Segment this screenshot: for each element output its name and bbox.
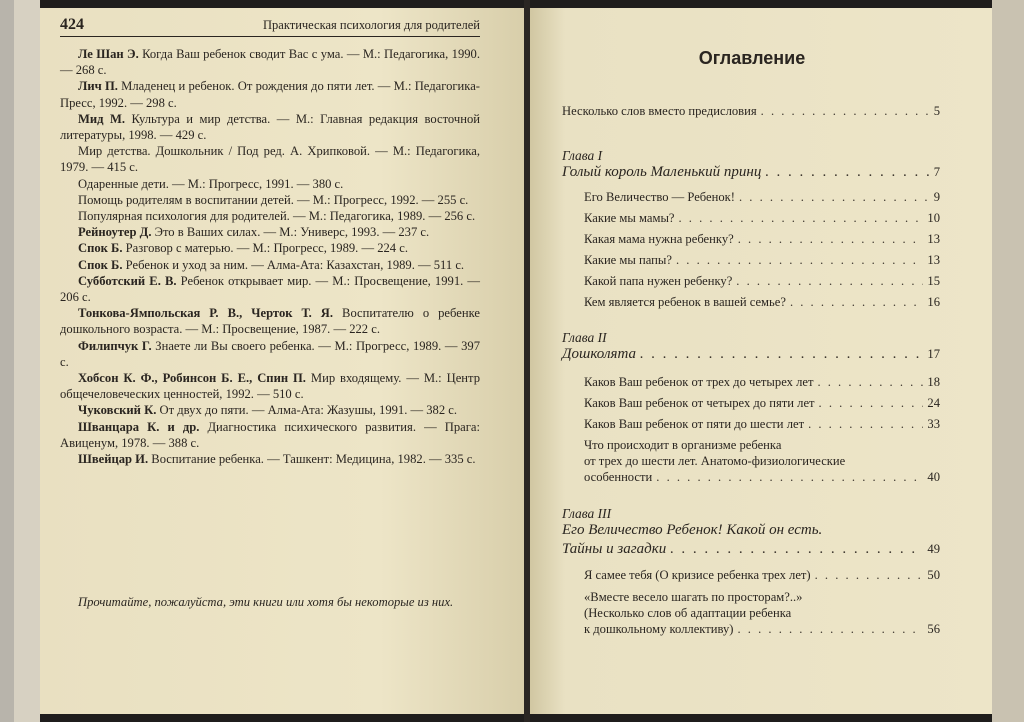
chapter-label: Глава III xyxy=(562,506,612,521)
entry-text: Когда Ваш ребенок сводит Вас с ума. — М.: Педагогика, 1990. — 268 с. xyxy=(60,47,480,78)
toc-leader xyxy=(817,375,923,390)
toc-entry[interactable] xyxy=(584,470,940,485)
toc-leader xyxy=(815,568,924,583)
page-number: 424 xyxy=(60,16,84,33)
toc-entry[interactable] xyxy=(584,253,940,268)
toc-entry[interactable] xyxy=(584,232,940,247)
toc-entry-label: Кем является ребенок в вашей семье? xyxy=(584,295,786,309)
toc-entry[interactable] xyxy=(584,211,940,226)
toc-entry-label: от трех до шести лет. Анатомо-физиологические xyxy=(584,454,846,468)
toc-entry-label: Какие мы мамы? xyxy=(584,211,675,225)
toc-leader xyxy=(640,346,923,363)
toc-entry-label: Какая мама нужна ребенку? xyxy=(584,232,734,246)
toc-entry[interactable] xyxy=(584,622,940,637)
toc-entry-label: «Вместе весело шагать по просторам?..» xyxy=(584,590,803,604)
entry-author: Швейцар И. xyxy=(78,452,149,467)
toc-entry[interactable] xyxy=(584,568,940,583)
toc-leader xyxy=(656,470,923,485)
chapter-title: Голый король Маленький принц xyxy=(562,164,762,180)
entry-text: Знаете ли Вы своего ребенка. — М.: Прогресс, 1989. — 397 с. xyxy=(60,338,481,369)
book-edge-left xyxy=(0,0,40,722)
toc-leader xyxy=(676,253,923,268)
entry-author: Шванцара К. и др. xyxy=(78,419,200,434)
toc-entry-label: Я самее тебя (О кризисе ребенка трех лет) xyxy=(584,568,811,582)
toc-leader xyxy=(790,295,923,310)
toc-entry[interactable] xyxy=(584,295,940,310)
entry-text: Популярная психология для родителей. — М.: Педагогика, 1989. — 256 с. xyxy=(78,209,476,224)
entry-text: Воспитателю о ребенке дошкольного возраста. — М.: Просвещение, 1987. — 222 с. xyxy=(60,306,480,337)
entry-text: Это в Ваших силах. — М.: Универс, 1993. — 237 с. xyxy=(151,225,430,240)
toc-page-number: 10 xyxy=(927,211,940,225)
bibliography-entry xyxy=(60,46,480,78)
bibliography-entry xyxy=(60,257,480,273)
bibliography-list xyxy=(60,46,480,467)
toc-entry-label: Его Величество — Ребенок! xyxy=(584,190,735,204)
book-edge-right xyxy=(992,0,1024,722)
closing-note: Прочитайте, пожалуйста, эти книги или хотя бы некоторые из них. xyxy=(78,595,454,609)
bibliography-entry xyxy=(60,111,480,143)
bibliography-entry xyxy=(60,143,480,175)
bibliography-entry xyxy=(60,273,480,305)
bibliography-entry xyxy=(60,451,480,467)
toc-page-number: 50 xyxy=(927,568,940,582)
toc-page-number: 13 xyxy=(927,253,940,267)
bibliography-entry xyxy=(60,240,480,256)
entry-author: Спок Б. xyxy=(78,257,123,272)
entry-text: Одаренные дети. — М.: Прогресс, 1991. — 380 с. xyxy=(78,176,344,191)
toc-leader xyxy=(808,417,923,432)
toc-chapter-1[interactable] xyxy=(562,164,940,181)
toc-chapter-2[interactable] xyxy=(562,346,940,363)
toc-page-number: 13 xyxy=(927,232,940,246)
toc-leader xyxy=(819,396,924,411)
entry-author: Рейноутер Д. xyxy=(78,225,152,240)
toc-page-number: 5 xyxy=(933,104,940,118)
toc-page-number: 49 xyxy=(927,542,940,556)
toc-leader xyxy=(738,232,924,247)
entry-author: Хобсон К. Ф., Робинсон Б. Е., Спин П. xyxy=(78,371,306,386)
entry-text: Культура и мир детства. — М.: Главная редакция восточной литературы, 1998. — 429 с. xyxy=(60,111,480,143)
toc-entry-label: Что происходит в организме ребенка xyxy=(584,438,782,452)
toc-entry-label: (Несколько слов об адаптации ребенка xyxy=(584,606,792,620)
entry-text: Младенец и ребенок. От рождения до пяти лет. — М.: Педагогика-Пресс, 1992. — 298 с. xyxy=(60,79,480,110)
entry-author: Чуковский К. xyxy=(78,403,157,418)
toc-leader xyxy=(739,190,930,205)
toc-page-number: 18 xyxy=(927,375,940,389)
entry-text: Ребенок открывает мир. — М.: Просвещение, 1991. — 206 с. xyxy=(60,273,480,305)
entry-author: Тонкова-Ямпольская Р. В., Черток Т. Я. xyxy=(78,306,334,321)
toc-entry[interactable] xyxy=(584,375,940,390)
entry-text: Мир детства. Дошкольник / Под ред. А. Хрипковой. — М.: Педагогика, 1979. — 415 с. xyxy=(60,144,480,175)
toc-page-number: 17 xyxy=(927,347,940,361)
chapter-title: Дошколята xyxy=(562,346,636,362)
toc-chapter-3[interactable] xyxy=(562,541,940,558)
toc-page-number: 24 xyxy=(927,396,940,410)
entry-text: Разговор с матерью. — М.: Прогресс, 1989. — 224 с. xyxy=(122,241,408,256)
toc-entry[interactable] xyxy=(584,190,940,205)
toc-leader xyxy=(736,274,923,289)
entry-text: От двух до пяти. — Алма-Ата: Жазушы, 1991. — 382 с. xyxy=(156,403,458,418)
entry-author: Субботский Е. В. xyxy=(78,273,177,288)
chapter-label: Глава I xyxy=(562,148,603,163)
toc-leader xyxy=(670,541,923,558)
bibliography-entry xyxy=(60,419,480,451)
toc-entry-label: Какие мы папы? xyxy=(584,253,672,267)
toc-title: Оглавление xyxy=(698,48,806,68)
toc-entry-label: Каков Ваш ребенок от трех до четырех лет xyxy=(584,375,814,389)
chapter-title: Тайны и загадки xyxy=(562,541,667,557)
chapter-title: Его Величество Ребенок! Какой он есть. xyxy=(562,522,823,538)
toc-leader xyxy=(761,104,930,119)
toc-entry-label: особенности xyxy=(584,470,653,484)
bibliography-entry xyxy=(60,176,480,192)
bibliography-entry xyxy=(60,338,480,370)
running-title: Практическая психология для родителей xyxy=(263,18,480,32)
toc-page-number: 16 xyxy=(927,295,940,309)
toc-entry-label: к дошкольному коллективу) xyxy=(584,622,734,636)
entry-text: Мир входящему. — М.: Центр общечеловеческих ценностей, 1992. — 510 с. xyxy=(60,371,480,402)
toc-leader xyxy=(679,211,924,226)
bibliography-entry xyxy=(60,208,480,224)
entry-text: Воспитание ребенка. — Ташкент: Медицина, 1982. — 335 с. xyxy=(148,452,476,467)
bibliography-entry xyxy=(60,78,480,110)
toc-page-number: 33 xyxy=(927,417,940,431)
entry-author: Филипчук Г. xyxy=(78,338,152,353)
toc-page-number: 9 xyxy=(933,190,940,204)
book-gutter xyxy=(524,0,530,722)
toc-leader xyxy=(765,164,929,181)
bibliography-entry xyxy=(60,305,480,337)
toc-entry[interactable] xyxy=(584,274,940,289)
entry-author: Мид М. xyxy=(78,111,126,126)
bibliography-entry xyxy=(60,370,480,402)
bibliography-entry xyxy=(60,224,480,240)
entry-author: Лич П. xyxy=(78,79,118,94)
running-header xyxy=(60,14,480,37)
chapter-label: Глава II xyxy=(562,330,607,345)
entry-author: Спок Б. xyxy=(78,241,123,256)
toc-entry[interactable] xyxy=(584,396,940,411)
toc-page-number: 7 xyxy=(933,165,940,179)
bibliography-entry xyxy=(60,402,480,418)
entry-text: Диагностика психического развития. — Прага: Авиценум, 1978. — 388 с. xyxy=(60,419,480,450)
toc-page-number: 56 xyxy=(927,622,940,636)
toc-entry-label: Какой папа нужен ребенку? xyxy=(584,274,733,288)
toc-page-number: 15 xyxy=(927,274,940,288)
entry-text: Помощь родителям в воспитании детей. — М.: Прогресс, 1992. — 255 с. xyxy=(78,192,469,207)
toc-leader xyxy=(738,622,924,637)
entry-text: Ребенок и уход за ним. — Алма-Ата: Казахстан, 1989. — 511 с. xyxy=(122,257,465,272)
entry-author: Ле Шан Э. xyxy=(78,47,139,61)
bibliography-entry xyxy=(60,192,480,208)
toc-entry-label: Несколько слов вместо предисловия xyxy=(562,104,757,118)
toc-entry[interactable] xyxy=(584,417,940,432)
toc-page-number: 40 xyxy=(927,470,940,484)
toc-entry-label: Каков Ваш ребенок от четырех до пяти лет xyxy=(584,396,815,410)
toc-entry-label: Каков Ваш ребенок от пяти до шести лет xyxy=(584,417,805,431)
toc-entry-preface[interactable] xyxy=(562,104,940,119)
